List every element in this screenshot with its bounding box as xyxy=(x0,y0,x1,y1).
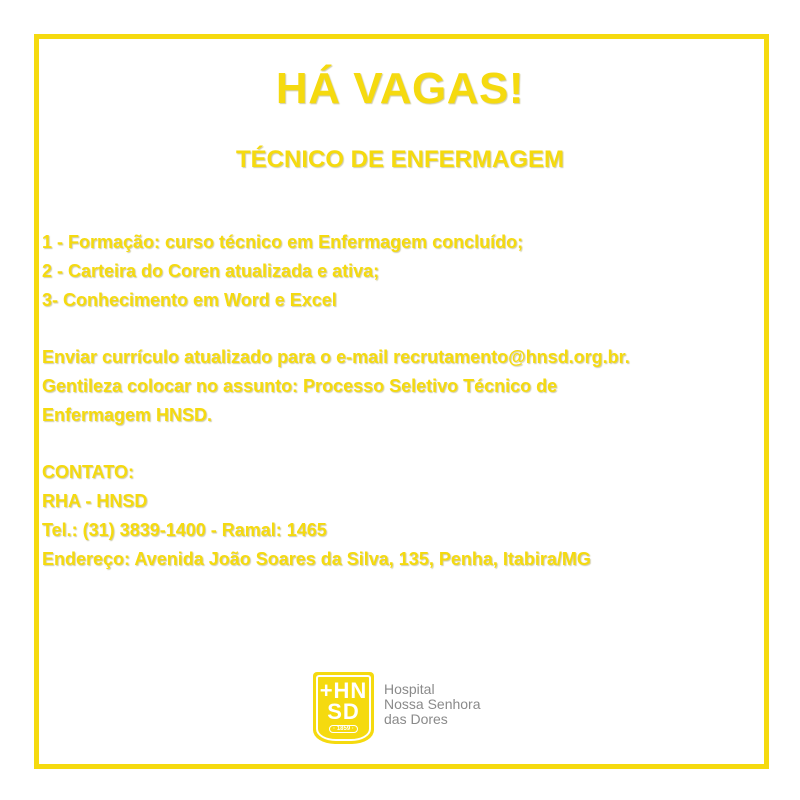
logo-mark-top: +HN xyxy=(319,678,368,703)
requirement-item: 1 - Formação: curso técnico em Enfermagem concluído; xyxy=(42,232,524,252)
requirements-list xyxy=(42,228,762,315)
instruction-line: Enviar currículo atualizado para o e-mail recrutamento@hnsd.org.br. xyxy=(42,347,630,367)
logo-shield-icon xyxy=(313,672,374,744)
hospital-logo xyxy=(313,672,481,744)
job-title: TÉCNICO DE ENFERMAGEM xyxy=(235,146,564,173)
contact-phone: Tel.: (31) 3839-1400 - Ramal: 1465 xyxy=(42,520,327,540)
contact-section xyxy=(42,458,762,574)
contact-department: RHA - HNSD xyxy=(42,491,148,511)
instruction-line: Enfermagem HNSD. xyxy=(42,405,213,425)
logo-name-line: Nossa Senhora xyxy=(384,696,481,712)
instruction-line: Gentileza colocar no assunto: Processo Seletivo Técnico de xyxy=(42,376,558,396)
logo-mark-bottom: SD xyxy=(327,699,360,724)
requirement-item: 2 - Carteira do Coren atualizada e ativa; xyxy=(42,261,380,281)
contact-heading: CONTATO: xyxy=(42,462,134,482)
logo-name xyxy=(384,682,481,727)
application-instructions xyxy=(42,343,762,430)
contact-address: Endereço: Avenida João Soares da Silva, 135, Penha, Itabira/MG xyxy=(42,549,591,569)
logo-mark xyxy=(320,680,368,722)
requirement-item: 3- Conhecimento em Word e Excel xyxy=(42,290,337,310)
logo-name-line: Hospital xyxy=(384,681,435,697)
logo-year: · 1859 · xyxy=(329,725,358,733)
page-title: HÁ VAGAS! xyxy=(275,64,525,113)
logo-name-line: das Dores xyxy=(384,711,448,727)
